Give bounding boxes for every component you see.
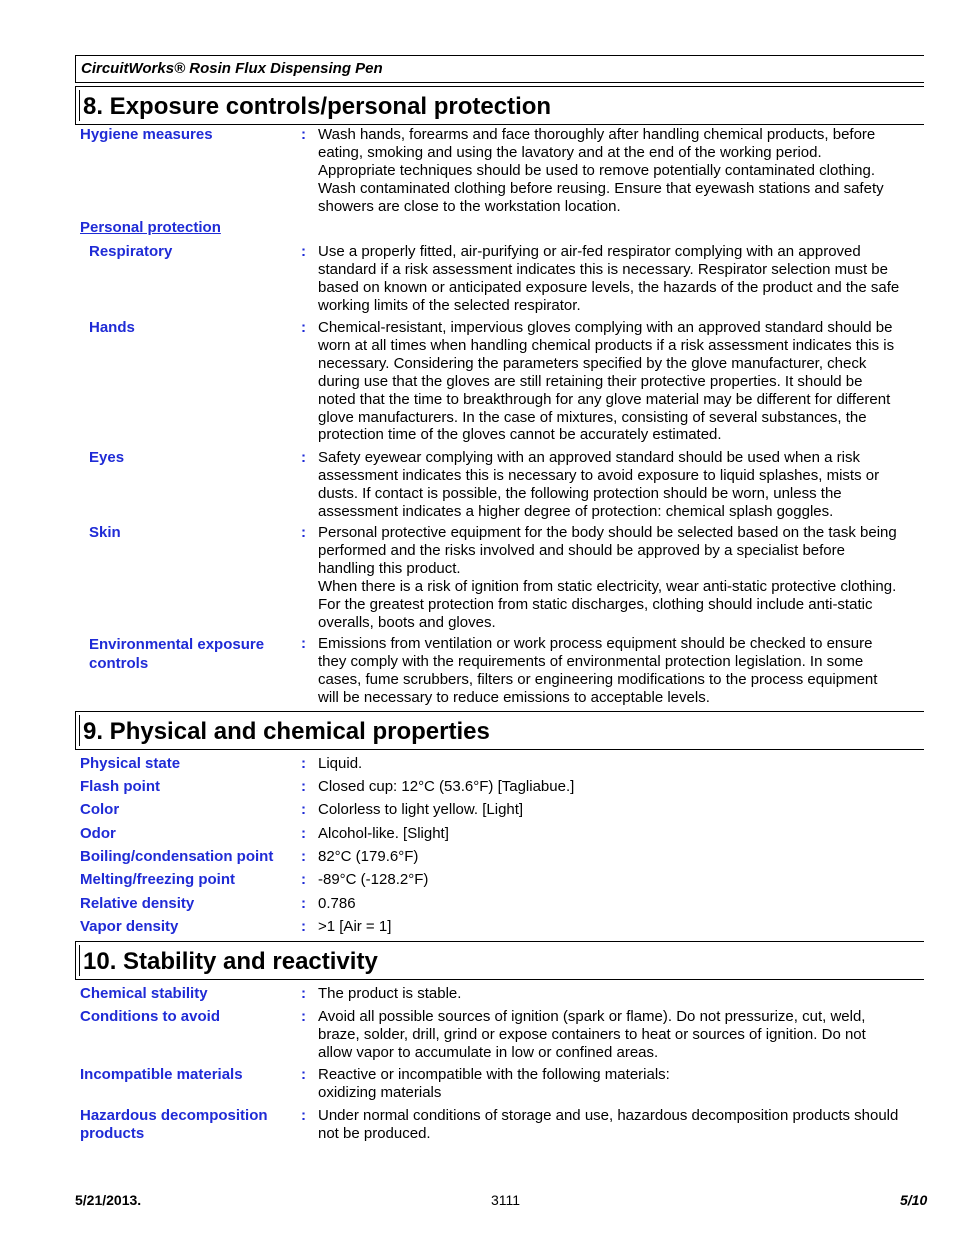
section-9-title: 9. Physical and chemical properties bbox=[83, 718, 490, 745]
colon: : bbox=[301, 778, 306, 795]
colon: : bbox=[301, 801, 306, 818]
colon: : bbox=[301, 524, 306, 541]
incompatible-materials-value: Reactive or incompatible with the following materials: oxidizing materials bbox=[318, 1066, 670, 1101]
hands-label: Hands bbox=[89, 319, 135, 336]
footer-date: 5/21/2013. bbox=[75, 1192, 142, 1208]
colon: : bbox=[301, 985, 306, 1002]
property-label: Vapor density bbox=[80, 918, 179, 935]
section-8-title: 8. Exposure controls/personal protection bbox=[83, 93, 552, 120]
incompatible-materials-label: Incompatible materials bbox=[80, 1066, 243, 1083]
colon: : bbox=[301, 635, 306, 652]
property-label: Melting/freezing point bbox=[80, 871, 235, 888]
respiratory-label: Respiratory bbox=[89, 243, 173, 260]
skin-label: Skin bbox=[89, 524, 121, 541]
colon: : bbox=[301, 848, 306, 865]
colon: : bbox=[301, 243, 306, 260]
hygiene-measures-value: Wash hands, forearms and face thoroughly after handling chemical products, before eating, smoking and using the lavatory and at the end of the working period. Appropriate techniques should be used to remove potentially contaminated clothing. Wash contaminated clothing before reusing. Ensure that eyewash stations and safety showers are close to the workstation location. bbox=[318, 126, 884, 215]
property-value: Alcohol-like. [Slight] bbox=[318, 825, 449, 842]
respiratory-value: Use a properly fitted, air-purifying or air-fed respirator complying with an approved standard if a risk assessment indicates this is necessary. Respirator selection must be based on known or anticipated exposure levels, the hazards of the product and the safe working limits of the selected respirator. bbox=[318, 243, 900, 314]
section-10-title: 10. Stability and reactivity bbox=[83, 948, 378, 975]
footer-page-number: 5/10 bbox=[900, 1192, 928, 1208]
environmental-exposure-value: Emissions from ventilation or work process equipment should be checked to ensure they comply with the requirements of environmental protection legislation. In some cases, fume scrubbers, filters or engineering modifications to the process equipment will be necessary to reduce emissions to acceptable levels. bbox=[318, 635, 878, 706]
colon: : bbox=[301, 1066, 306, 1083]
hazardous-decomposition-label: Hazardous decomposition products bbox=[80, 1107, 268, 1142]
colon: : bbox=[301, 126, 306, 143]
product-name: CircuitWorks® Rosin Flux Dispensing Pen bbox=[81, 60, 383, 77]
property-label: Relative density bbox=[80, 895, 195, 912]
conditions-to-avoid-label: Conditions to avoid bbox=[80, 1008, 220, 1025]
section-9-header bbox=[75, 711, 924, 750]
property-value: 0.786 bbox=[318, 895, 356, 912]
colon: : bbox=[301, 449, 306, 466]
product-header-bar bbox=[75, 55, 924, 83]
hazardous-decomposition-value: Under normal conditions of storage and use, hazardous decomposition products should not be produced. bbox=[318, 1107, 899, 1142]
property-value: Colorless to light yellow. [Light] bbox=[318, 801, 524, 818]
colon: : bbox=[301, 319, 306, 336]
property-label: Physical state bbox=[80, 755, 181, 772]
property-value: >1 [Air = 1] bbox=[318, 918, 392, 935]
colon: : bbox=[301, 1008, 306, 1025]
skin-value: Personal protective equipment for the body should be selected based on the task being performed and the risks involved and should be approved by a specialist before handling this product. When there is a risk of ignition from static electricity, wear anti-static protective clothing. For the greatest protection from static discharges, clothing should include anti-static overalls, boots and gloves. bbox=[318, 524, 897, 631]
chemical-stability-label: Chemical stability bbox=[80, 985, 208, 1002]
environmental-exposure-label: Environmental exposure controls bbox=[89, 636, 265, 672]
hygiene-measures-label: Hygiene measures bbox=[80, 126, 213, 143]
eyes-label: Eyes bbox=[89, 449, 125, 466]
eyes-value: Safety eyewear complying with an approved standard should be used when a risk assessment indicates this is necessary to avoid exposure to liquid splashes, mists or dusts. If contact is possible, the following protection should be worn, unless the assessment indicates a higher degree of protection: chemical splash goggles. bbox=[318, 449, 880, 520]
section-10-header bbox=[75, 941, 924, 980]
colon: : bbox=[301, 895, 306, 912]
conditions-to-avoid-value: Avoid all possible sources of ignition (spark or flame). Do not pressurize, cut, weld, braze, solder, drill, grind or expose containers to heat or sources of ignition. Do not allow vapor to accumulate in low or confined areas. bbox=[318, 1008, 866, 1061]
property-value: 82°C (179.6°F) bbox=[318, 848, 419, 865]
property-label: Odor bbox=[80, 825, 116, 842]
property-label: Boiling/condensation point bbox=[80, 848, 274, 865]
chemical-stability-value: The product is stable. bbox=[318, 985, 462, 1002]
property-value: Liquid. bbox=[318, 755, 363, 772]
colon: : bbox=[301, 918, 306, 935]
hands-value: Chemical-resistant, impervious gloves complying with an approved standard should be worn at all times when handling chemical products if a risk assessment indicates this is necessary. Considering the parameters specified by the glove manufacturer, check during use that the gloves are still retaining their protective properties. It should be noted that the time to breakthrough for any glove material may be different for different glove manufacturers. In the case of mixtures, consisting of several substances, the protection time of the gloves cannot be accurately estimated. bbox=[318, 319, 895, 444]
section-8-header bbox=[75, 86, 924, 125]
colon: : bbox=[301, 825, 306, 842]
personal-protection-heading: Personal protection bbox=[80, 219, 221, 236]
colon: : bbox=[301, 871, 306, 888]
property-value: -89°C (-128.2°F) bbox=[318, 871, 429, 888]
colon: : bbox=[301, 1107, 306, 1124]
property-label: Color bbox=[80, 801, 120, 818]
property-value: Closed cup: 12°C (53.6°F) [Tagliabue.] bbox=[318, 778, 575, 795]
footer-doc-number: 3111 bbox=[491, 1192, 521, 1208]
property-label: Flash point bbox=[80, 778, 160, 795]
colon: : bbox=[301, 755, 306, 772]
